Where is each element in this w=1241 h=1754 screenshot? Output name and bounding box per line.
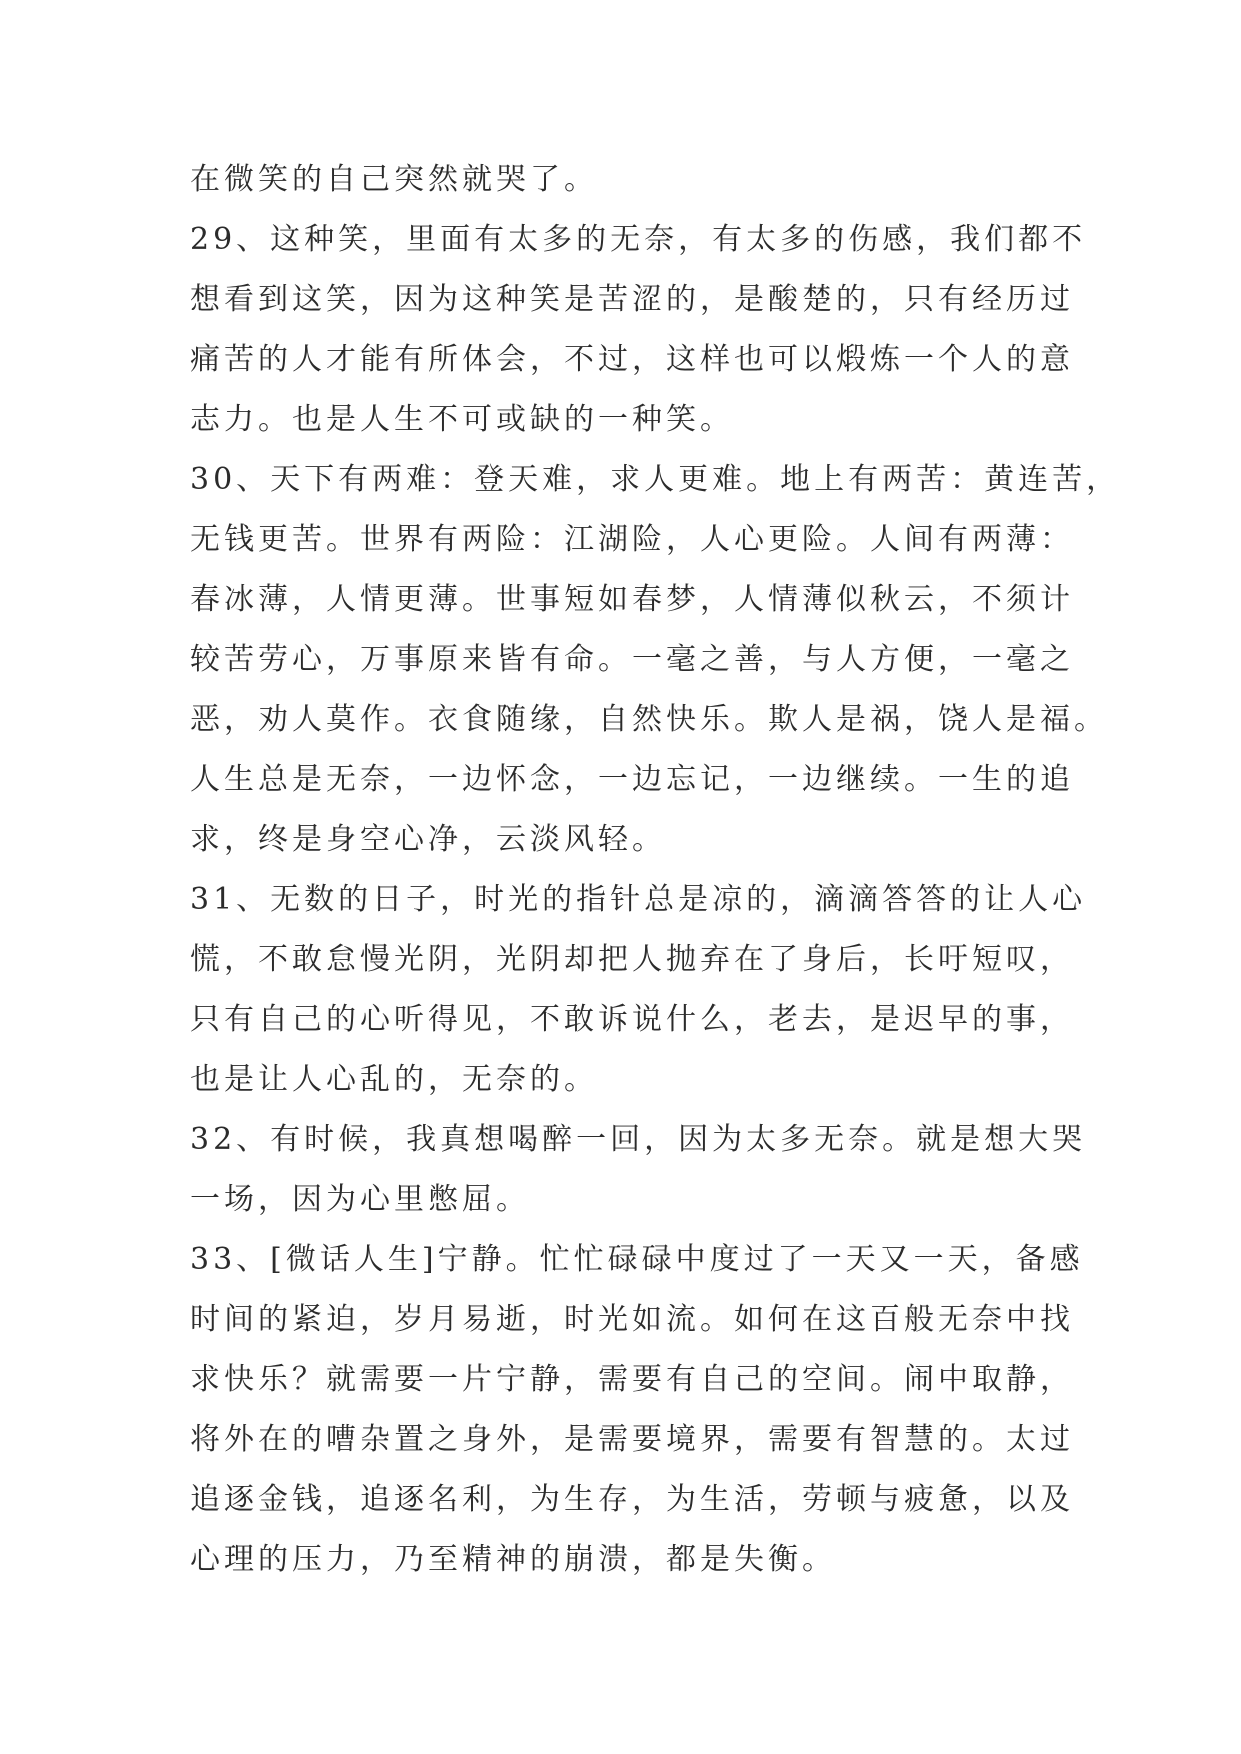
text-line: 想看到这笑，因为这种笑是苦涩的，是酸楚的，只有经历过 [190,282,1074,317]
text-line: 慌，不敢怠慢光阴，光阴却把人抛弃在了身后，长吁短叹， [190,942,1074,977]
text-line: 时间的紧迫，岁月易逝，时光如流。如何在这百般无奈中找 [190,1302,1074,1337]
text-line: 在微笑的自己突然就哭了。 [190,162,598,197]
text-line: 痛苦的人才能有所体会，不过，这样也可以煅炼一个人的意 [190,342,1074,377]
text-line: 较苦劳心，万事原来皆有命。一毫之善，与人方便，一毫之 [190,642,1074,677]
text-line: 人生总是无奈，一边怀念，一边忘记，一边继续。一生的追 [190,762,1074,797]
text-line: 29、这种笑，里面有太多的无奈，有太多的伤感，我们都不 [190,222,1087,257]
text-line: 一场，因为心里憋屈。 [190,1182,530,1217]
text-line: 33、[微话人生]宁静。忙忙碌碌中度过了一天又一天，备感 [190,1242,1084,1277]
text-line: 心理的压力，乃至精神的崩溃，都是失衡。 [190,1542,836,1577]
text-line: 只有自己的心听得见，不敢诉说什么，老去，是迟早的事， [190,1002,1074,1037]
text-line: 志力。也是人生不可或缺的一种笑。 [190,402,734,437]
text-line: 将外在的嘈杂置之身外，是需要境界，需要有智慧的。太过 [190,1422,1074,1457]
text-line: 春冰薄，人情更薄。世事短如春梦，人情薄似秋云，不须计 [190,582,1074,617]
text-line: 追逐金钱，追逐名利，为生存，为生活，劳顿与疲惫，以及 [190,1482,1074,1517]
text-line: 恶，劝人莫作。衣食随缘，自然快乐。欺人是祸，饶人是福。 [190,702,1108,737]
text-line: 求快乐？就需要一片宁静，需要有自己的空间。闹中取静， [190,1362,1074,1397]
body-text [190,150,1121,1590]
text-line: 32、有时候，我真想喝醉一回，因为太多无奈。就是想大哭 [190,1122,1087,1157]
text-line: 无钱更苦。世界有两险：江湖险，人心更险。人间有两薄： [190,522,1074,557]
text-line: 求，终是身空心净，云淡风轻。 [190,822,666,857]
text-line: 30、天下有两难：登天难，求人更难。地上有两苦：黄连苦， [190,462,1121,497]
text-line: 也是让人心乱的，无奈的。 [190,1062,598,1097]
text-line: 31、无数的日子，时光的指针总是凉的，滴滴答答的让人心 [190,882,1087,917]
